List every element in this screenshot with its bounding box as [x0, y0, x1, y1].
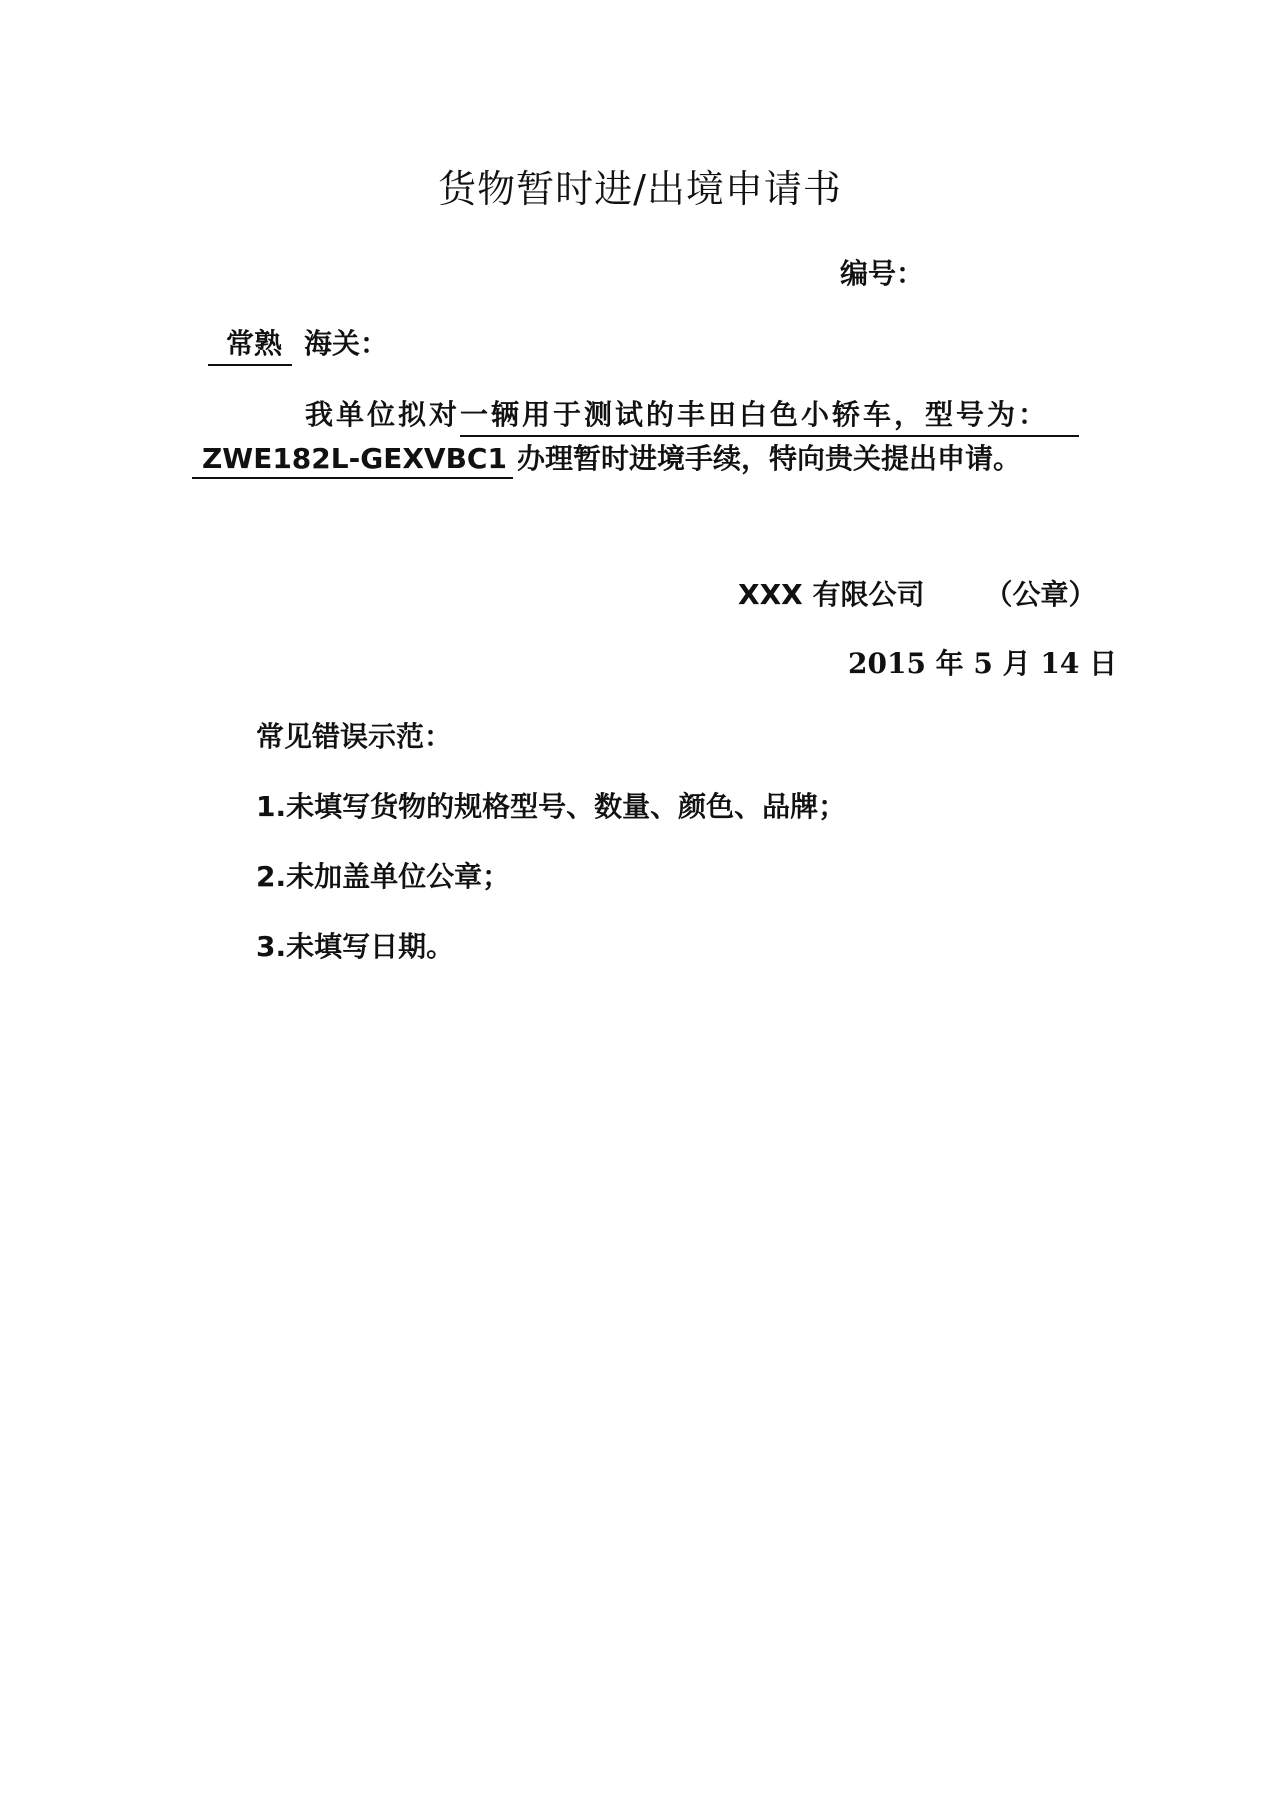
addressee-suffix: 海关：: [304, 327, 389, 360]
body-intro: 我单位拟对: [305, 398, 461, 431]
body-line-1: [305, 393, 1079, 437]
body-request: 办理暂时进境手续，特向贵关提出申请。: [516, 442, 1021, 475]
body-line-2: [192, 437, 1021, 479]
addressee-line: [208, 322, 388, 366]
error-item: 1.未填写货物的规格型号、数量、颜色、品牌；: [256, 790, 847, 823]
serial-number-label: 编号：: [840, 257, 925, 290]
company-name: XXX 有限公司: [738, 578, 925, 611]
company-signature: [738, 573, 1097, 613]
document-date: 2015 年 5 月 14 日: [848, 647, 1118, 680]
common-errors-heading: 常见错误示范：: [256, 720, 453, 753]
addressee-customs-name: 常熟: [208, 322, 292, 366]
seal-label: （公章）: [984, 578, 1097, 611]
error-item: 2.未加盖单位公章；: [256, 860, 511, 893]
model-number: ZWE182L-GEXVBC1: [192, 442, 513, 479]
goods-description: 一辆用于测试的丰田白色小轿车，型号为：: [460, 393, 1079, 437]
error-item: 3.未填写日期。: [256, 930, 455, 963]
document-title: 货物暂时进/出境申请书: [438, 167, 842, 211]
